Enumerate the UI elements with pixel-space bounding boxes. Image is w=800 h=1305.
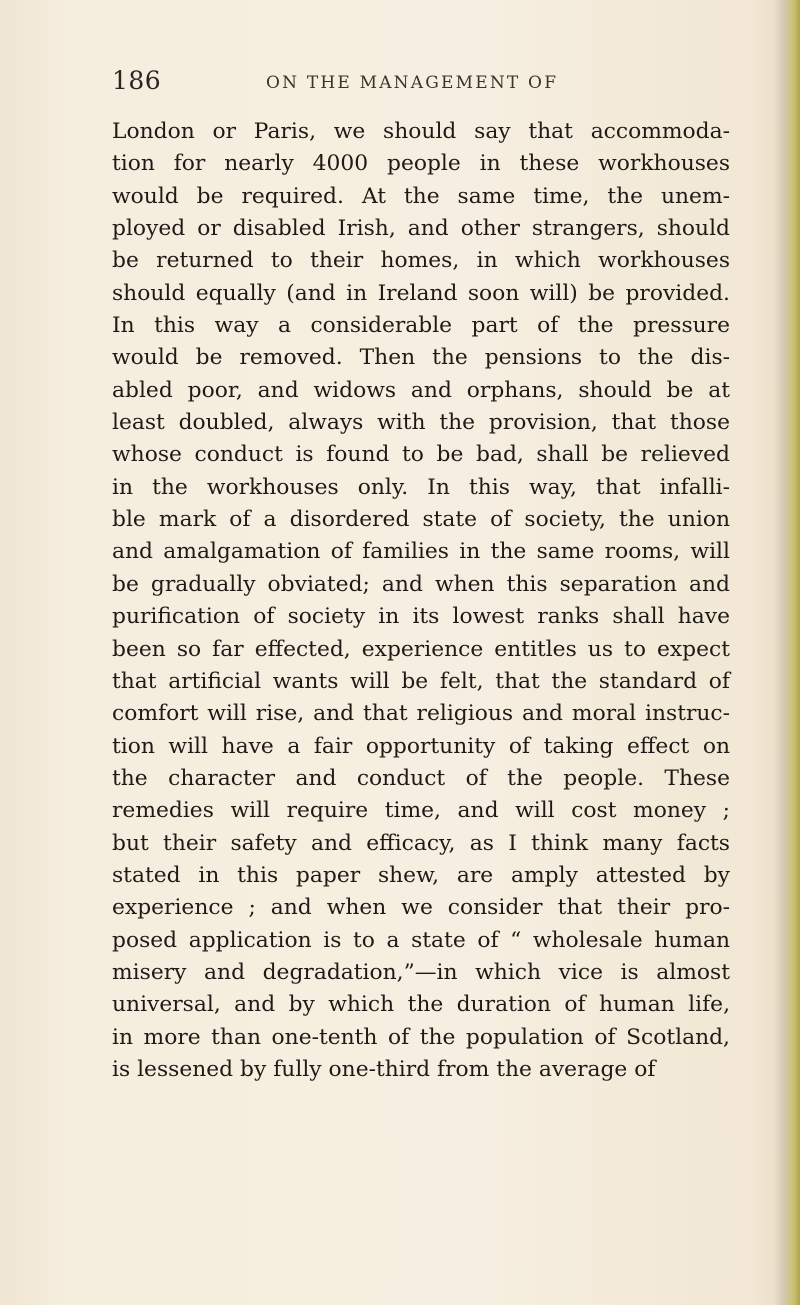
text-line: stated in this paper shew, are amply attested by bbox=[112, 862, 730, 888]
text-line: in the workhouses only. In this way, that infalli- bbox=[112, 474, 730, 500]
running-head: ON THE MANAGEMENT OF bbox=[266, 73, 559, 93]
text-line: purification of society in its lowest ranks shall have bbox=[112, 604, 730, 630]
text-line: the character and conduct of the people. These bbox=[112, 765, 730, 791]
text-line: been so far effected, experience entitles us to expect bbox=[112, 636, 730, 662]
text-line: remedies will require time, and will cost money ; bbox=[112, 798, 730, 824]
text-line: and amalgamation of families in the same rooms, will bbox=[112, 539, 730, 565]
text-line: posed application is to a state of “ wholesale human bbox=[112, 927, 730, 953]
page-number: 186 bbox=[112, 66, 162, 95]
text-line: is lessened by fully one-third from the average of bbox=[112, 1056, 656, 1082]
text-line: least doubled, always with the provision, that those bbox=[112, 410, 730, 436]
text-line: that artificial wants will be felt, that the standard of bbox=[112, 668, 730, 694]
text-line: misery and degradation,”—in which vice is almost bbox=[112, 959, 730, 985]
text-line: abled poor, and widows and orphans, should be at bbox=[112, 377, 730, 403]
text-line: would be removed. Then the pensions to the dis- bbox=[112, 345, 730, 371]
text-line: ble mark of a disordered state of society, the union bbox=[112, 507, 730, 533]
text-line: would be required. At the same time, the unem- bbox=[112, 183, 730, 209]
page-edge-shadow bbox=[774, 0, 800, 1305]
text-line: In this way a considerable part of the pressure bbox=[112, 313, 730, 339]
text-line: comfort will rise, and that religious and moral instruc- bbox=[112, 701, 730, 727]
text-line: ployed or disabled Irish, and other strangers, should bbox=[112, 216, 730, 242]
text-line: London or Paris, we should say that accommoda- bbox=[112, 119, 730, 144]
text-line: but their safety and efficacy, as I think many facts bbox=[112, 830, 730, 856]
text-line: should equally (and in Ireland soon will) be provided. bbox=[112, 280, 730, 306]
text-line: be returned to their homes, in which workhouses bbox=[112, 248, 730, 274]
text-line: be gradually obviated; and when this separation and bbox=[112, 571, 730, 597]
page-header bbox=[112, 66, 712, 96]
text-line: universal, and by which the duration of human life, bbox=[112, 992, 730, 1018]
body-text bbox=[112, 116, 730, 1086]
text-line: whose conduct is found to be bad, shall be relieved bbox=[112, 442, 730, 468]
text-line: tion will have a fair opportunity of taking effect on bbox=[112, 733, 730, 759]
text-line: experience ; and when we consider that their pro- bbox=[112, 895, 730, 921]
text-line: in more than one-tenth of the population of Scotland, bbox=[112, 1024, 730, 1050]
text-line: tion for nearly 4000 people in these workhouses bbox=[112, 151, 730, 177]
